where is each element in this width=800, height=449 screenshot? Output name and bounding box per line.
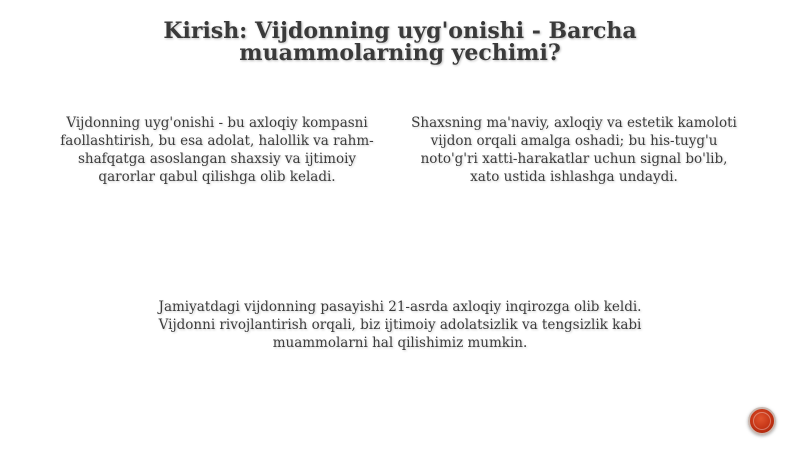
slide-title: Kirish: Vijdonning uyg'onishi - Barcha muammolarning yechimi?	[163, 18, 637, 66]
paragraph-bottom: Jamiyatdagi vijdonning pasayishi 21-asrda axloqiy inqirozga olib keldi. Vijdonni rivojlantirish orqali, biz ijtimoiy adolatsizlik va tengsizlik kabi muammolarni hal qilishimiz mumkin.	[158, 299, 642, 351]
paragraph-right: Shaxsning ma'naviy, axloqiy va estetik kamoloti vijdon orqali amalga oshadi; bu his-tuyg'u noto'g'ri xatti-harakatlar uchun signal bo'lib, xato ustida ishlashga undaydi.	[411, 115, 737, 185]
next-slide-button[interactable]	[748, 407, 776, 435]
circle-nav-button-icon	[753, 412, 771, 430]
paragraph-left: Vijdonning uyg'onishi - bu axloqiy kompasni faollashtirish, bu esa adolat, halollik va rahm-shafqatga asoslangan shaxsiy va ijtimoiy qarorlar qabul qilishga olib keladi.	[60, 115, 374, 185]
